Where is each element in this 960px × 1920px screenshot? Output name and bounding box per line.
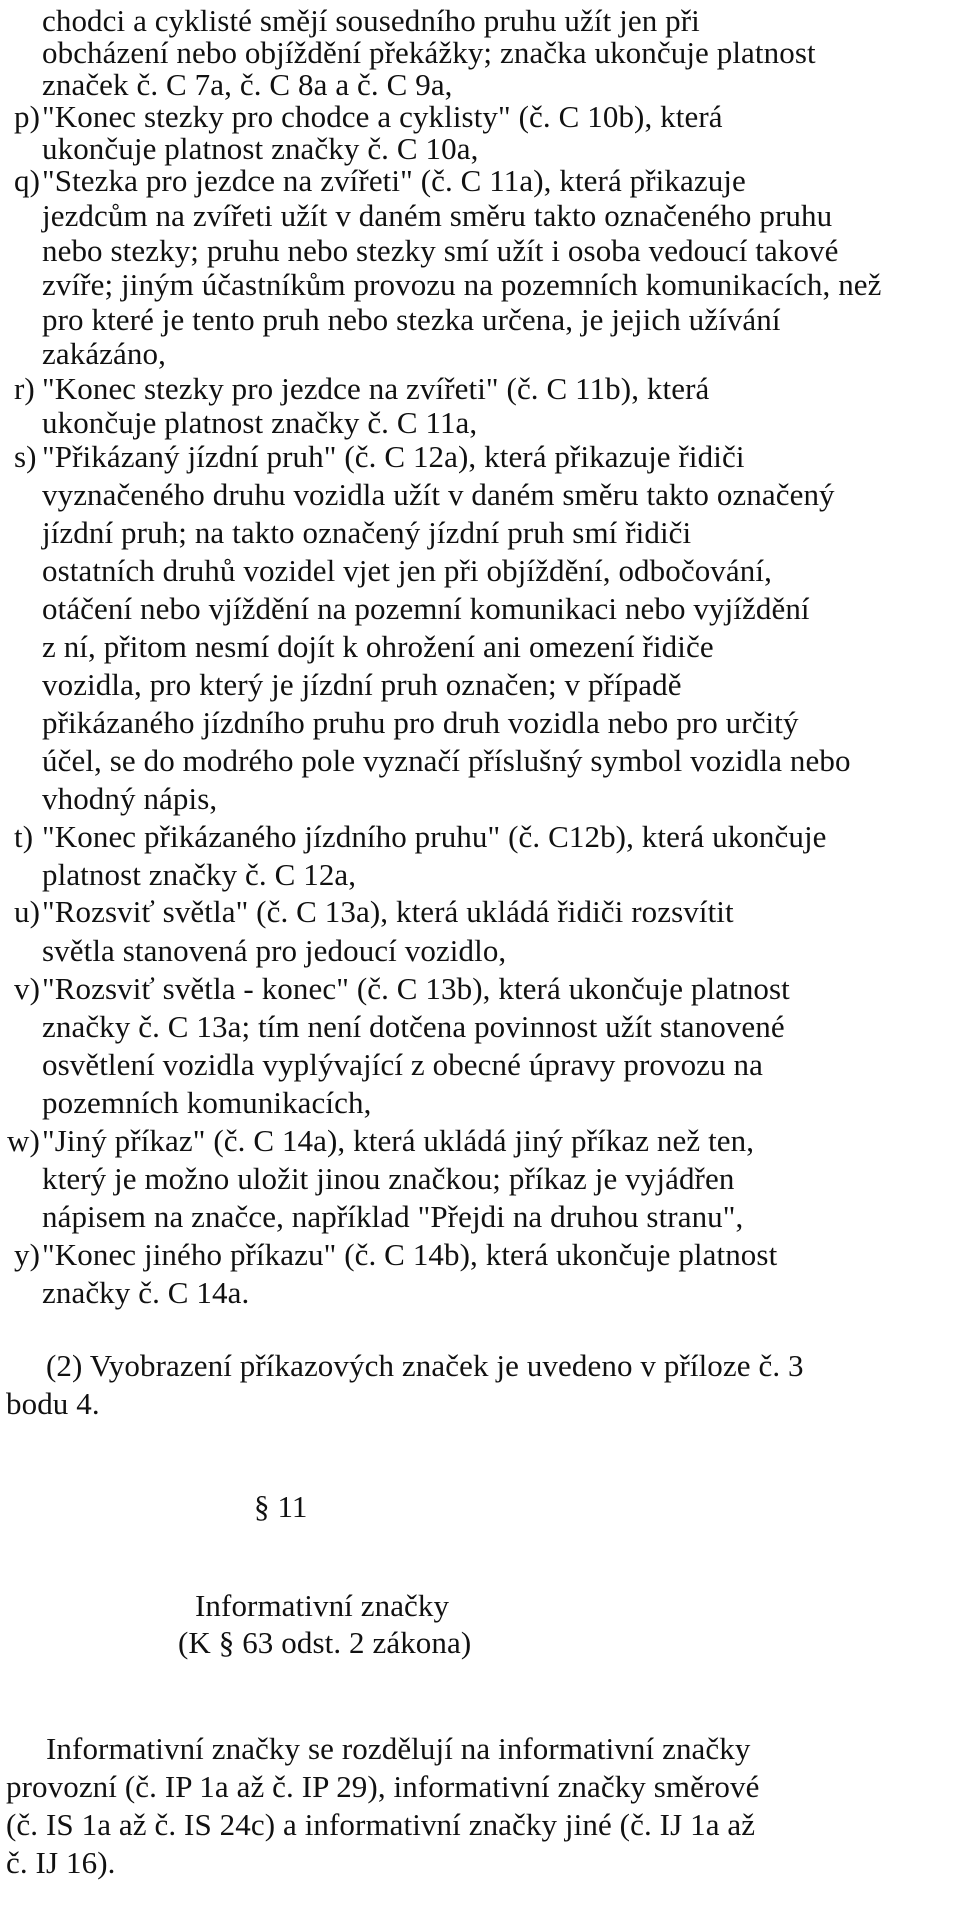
section-reference: (K § 63 odst. 2 zákona)	[178, 1625, 472, 1660]
text-line: osvětlení vozidla vyplývající z obecné úpravy provozu na	[42, 1047, 763, 1082]
text-line: světla stanovená pro jedoucí vozidlo,	[42, 933, 507, 968]
text-line: ostatních druhů vozidel vjet jen při objíždění, odbočování,	[42, 553, 772, 588]
list-marker: s)	[14, 439, 37, 474]
section-number: § 11	[254, 1489, 308, 1524]
list-marker: r)	[14, 371, 35, 406]
text-line: "Jiný příkaz" (č. C 14a), která ukládá jiný příkaz než ten,	[42, 1123, 755, 1158]
text-line: jezdcům na zvířeti užít v daném směru takto označeného pruhu	[42, 198, 833, 233]
text-line: otáčení nebo vjíždění na pozemní komunikaci nebo vyjíždění	[42, 591, 810, 626]
list-marker: v)	[14, 971, 41, 1006]
text-line: "Konec stezky pro chodce a cyklisty" (č. C 10b), která	[42, 99, 723, 134]
text-line: pro které je tento pruh nebo stezka určena, je jejich užívání	[42, 302, 781, 337]
text-line: nápisem na značce, například "Přejdi na druhou stranu",	[42, 1199, 744, 1234]
text-line: "Konec přikázaného jízdního pruhu" (č. C12b), která ukončuje	[42, 819, 827, 854]
text-line: značky č. C 13a; tím není dotčena povinnost užít stanovené	[42, 1009, 785, 1044]
list-marker: q)	[14, 163, 41, 198]
text-line: který je možno uložit jinou značkou; příkaz je vyjádřen	[42, 1161, 735, 1196]
text-line: zakázáno,	[42, 336, 166, 371]
intro-line: Informativní značky se rozdělují na informativní značky	[46, 1731, 751, 1766]
text-line: přikázaného jízdního pruhu pro druh vozidla nebo pro určitý	[42, 705, 799, 740]
text-line: "Rozsviť světla" (č. C 13a), která ukládá řidiči rozsvítit	[42, 894, 734, 929]
paragraph-2-line: bodu 4.	[6, 1386, 100, 1421]
section-title: Informativní značky	[195, 1588, 450, 1623]
intro-line: provozní (č. IP 1a až č. IP 29), informativní značky směrové	[6, 1769, 760, 1804]
text-line: "Konec stezky pro jezdce na zvířeti" (č. C 11b), která	[42, 371, 710, 406]
text-line: chodci a cyklisté smějí sousedního pruhu užít jen při	[42, 3, 700, 38]
text-line: platnost značky č. C 12a,	[42, 857, 357, 892]
list-marker: y)	[14, 1237, 41, 1272]
paragraph-2-line: (2) Vyobrazení příkazových značek je uvedeno v příloze č. 3	[46, 1348, 804, 1383]
intro-line: (č. IS 1a až č. IS 24c) a informativní značky jiné (č. IJ 1a až	[6, 1807, 756, 1842]
intro-line: č. IJ 16).	[6, 1845, 116, 1880]
text-line: zvíře; jiným účastníkům provozu na pozemních komunikacích, než	[42, 267, 882, 302]
text-line: účel, se do modrého pole vyznačí příslušný symbol vozidla nebo	[42, 743, 851, 778]
text-line: značek č. C 7a, č. C 8a a č. C 9a,	[42, 67, 453, 102]
text-line: nebo stezky; pruhu nebo stezky smí užít i osoba vedoucí takové	[42, 233, 839, 268]
text-line: "Přikázaný jízdní pruh" (č. C 12a), která přikazuje řidiči	[42, 439, 745, 474]
list-marker: p)	[14, 99, 41, 134]
text-line: "Stezka pro jezdce na zvířeti" (č. C 11a), která přikazuje	[42, 163, 746, 198]
text-line: ukončuje platnost značky č. C 11a,	[42, 405, 478, 440]
text-line: značky č. C 14a.	[42, 1275, 250, 1310]
list-marker: w)	[7, 1123, 40, 1158]
text-line: jízdní pruh; na takto označený jízdní pruh smí řidiči	[42, 515, 692, 550]
text-line: obcházení nebo objíždění překážky; značka ukončuje platnost	[42, 35, 816, 70]
list-marker: t)	[14, 819, 34, 854]
text-line: z ní, přitom nesmí dojít k ohrožení ani omezení řidiče	[42, 629, 714, 664]
text-line: "Konec jiného příkazu" (č. C 14b), která ukončuje platnost	[42, 1237, 778, 1272]
list-marker: u)	[14, 894, 41, 929]
text-line: "Rozsviť světla - konec" (č. C 13b), která ukončuje platnost	[42, 971, 790, 1006]
text-line: ukončuje platnost značky č. C 10a,	[42, 131, 479, 166]
text-line: vozidla, pro který je jízdní pruh označen; v případě	[42, 667, 682, 702]
text-line: pozemních komunikacích,	[42, 1085, 372, 1120]
text-line: vhodný nápis,	[42, 781, 218, 816]
text-line: vyznačeného druhu vozidla užít v daném směru takto označený	[42, 477, 835, 512]
